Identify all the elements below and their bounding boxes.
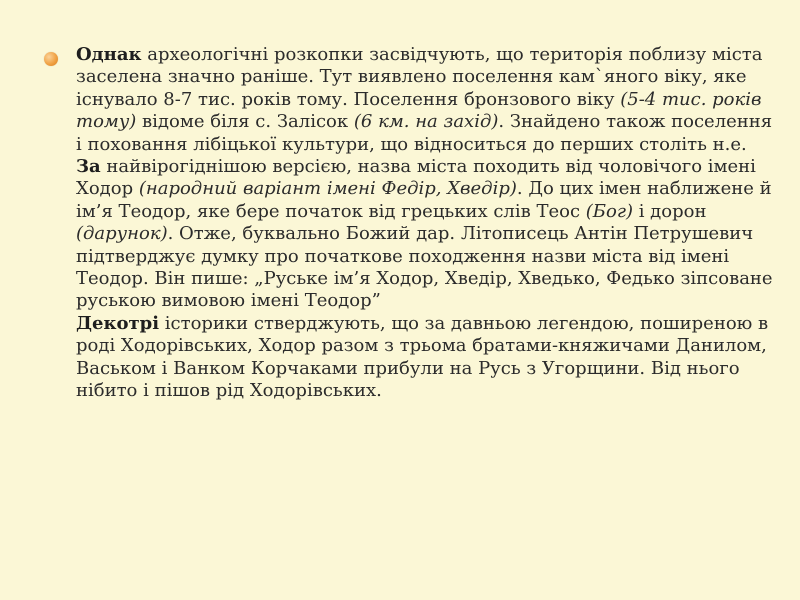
paragraph-3-lead: Декотрі — [76, 312, 160, 334]
paragraph-1-text-3: . Знайдено також поселення і поховання лібіцької культури, що відноситься до перших століть н.е. — [76, 111, 773, 155]
paragraph-3 — [76, 313, 776, 403]
paragraph-2 — [76, 156, 776, 313]
body-text — [76, 44, 776, 403]
paragraph-1-text-1: археологічні розкопки засвідчують, що територія поблизу міста заселена значно раніше. Тут виявлено поселення кам`яного віку, яке існувало 8-7 тис. років тому. Поселення бронзового віку — [76, 44, 763, 110]
paragraph-2-text-3: і дорон — [632, 200, 707, 222]
paragraph-1-italic-1: (5-4 тис. років тому) — [76, 88, 762, 133]
paragraph-1-italic-2: (6 км. на захід) — [353, 111, 499, 133]
paragraph-3-text-1: історики стверджують, що за давньою легендою, поширеною в роді Ходорівських, Ходор разом з трьома братами-княжичами Данилом, Васьком і Ванком Корчаками прибули на Русь з Угорщини. Від нього нібито і пішов рід Ходорівських. — [76, 312, 769, 402]
paragraph-1 — [76, 44, 776, 156]
paragraph-1-lead: Однак — [76, 44, 142, 65]
paragraph-2-text-4: . Отже, буквально Божий дар. Літописець Антін Петрушевич підтверджує думку про початкове походження назви міста від імені Теодор. Він пише: „Руське ім’я Ходор, Хведір, Хведько, Федько зіпсоване руською вимовою імені Теодор” — [76, 223, 773, 312]
paragraph-2-italic-1: (народний варіант імені Федір, Хведір) — [138, 178, 517, 200]
paragraph-2-italic-2: (Бог) — [585, 200, 633, 222]
bullet-icon — [44, 52, 58, 66]
paragraph-2-lead: За — [76, 156, 101, 178]
paragraph-2-text-2: . До цих імен наближене й ім’я Теодор, яке бере початок від грецьких слів Теос — [76, 178, 772, 222]
paragraph-2-italic-3: (дарунок) — [76, 223, 168, 245]
paragraph-1-text-2: відоме біля с. Залісок — [136, 111, 354, 133]
paragraph-2-text-1: найвірогіднішою версією, назва міста походить від чоловічого імені Ходор — [76, 156, 756, 200]
